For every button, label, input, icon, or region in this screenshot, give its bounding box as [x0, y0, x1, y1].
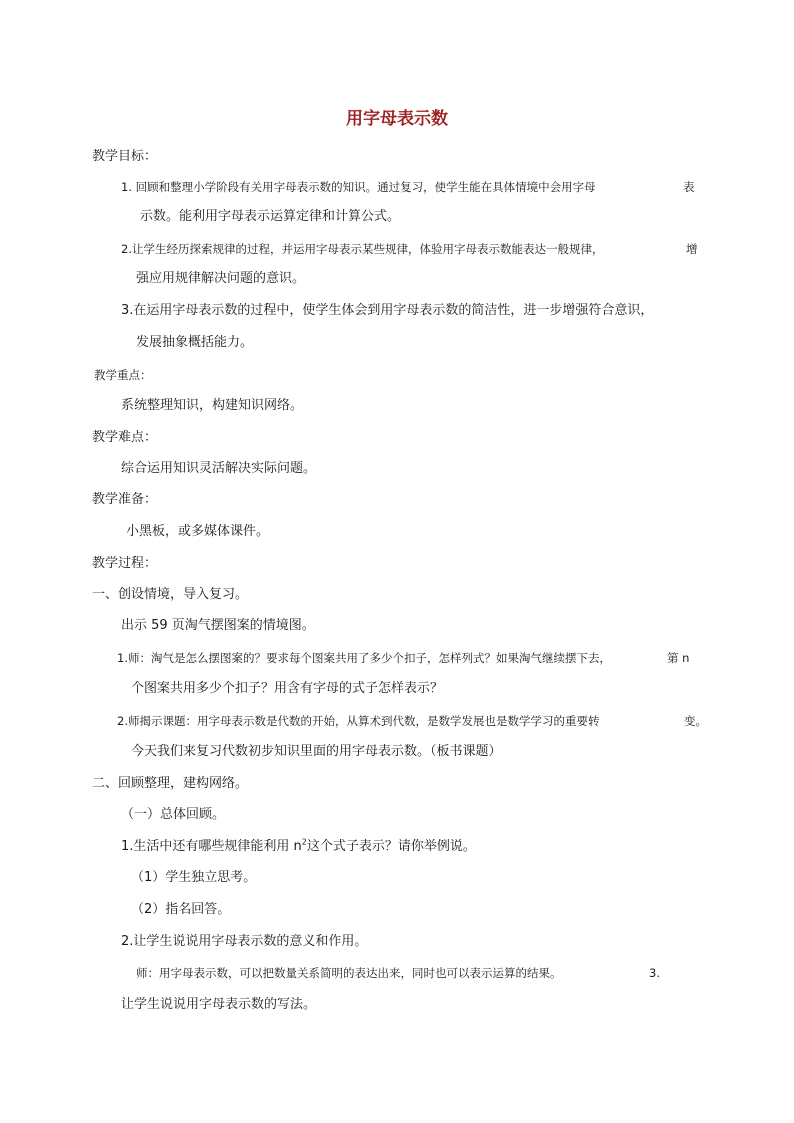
section-2-question-1	[121, 838, 476, 856]
section-1-item-1-line-2: 个图案共用多少个扣子？用含有字母的式子怎样表示？	[131, 681, 444, 696]
question-1-step-2: （2）指名回答。	[131, 902, 231, 917]
objective-1-line-1-tail: 表	[683, 180, 695, 194]
document-title: 用字母表示数	[346, 109, 448, 129]
objectives-heading: 教学目标：	[92, 149, 158, 164]
question-1-text-before: 1.生活中还有哪些规律能利用 n	[121, 839, 302, 854]
section-1-item-1-tail: 第 n	[667, 651, 690, 665]
objective-3-line-2: 发展抽象概括能力。	[136, 335, 254, 350]
section-2-heading: 二、回顾整理，建构网络。	[92, 776, 249, 791]
section-1-item-2-line-1: 2.师揭示课题：用字母表示数是代数的开始，从算术到代数，是数学发展也是数学学习的重要转	[117, 714, 600, 728]
question-3-text: 让学生说说用字母表示数的写法。	[121, 997, 317, 1012]
question-1-text-after: 这个式子表示？请你举例说。	[306, 839, 476, 854]
prep-heading: 教学准备：	[92, 492, 158, 507]
question-3-number: 3.	[649, 966, 660, 980]
prep-text: 小黑板，或多媒体课件。	[126, 524, 270, 539]
section-1-intro: 出示 59 页淘气摆图案的情境图。	[121, 618, 315, 633]
objective-1-line-1: 1. 回顾和整理小学阶段有关用字母表示数的知识。通过复习，使学生能在具体情境中会用字母	[121, 180, 596, 194]
key-text: 系统整理知识，构建知识网络。	[121, 398, 304, 413]
objective-2-line-1: 2.让学生经历探索规律的过程，并运用字母表示某些规律，体验用字母表示数能表达一般规律，	[121, 242, 604, 256]
objective-1-line-2: 示数。能利用字母表示运算定律和计算公式。	[140, 209, 401, 224]
difficulty-text: 综合运用知识灵活解决实际问题。	[121, 461, 317, 476]
section-2-subheading: （一）总体回顾。	[121, 807, 226, 822]
section-2-question-2: 2.让学生说说用字母表示数的意义和作用。	[121, 934, 368, 949]
objective-2-line-2: 强应用规律解决问题的意识。	[136, 271, 306, 286]
section-1-item-2-tail: 变。	[684, 714, 707, 728]
question-2-answer: 师：用字母表示数，可以把数量关系简明的表达出来，同时也可以表示运算的结果。	[136, 966, 562, 980]
objective-3-line-1: 3.在运用字母表示数的过程中，使学生体会到用字母表示数的简洁性，进一步增强符合意识，	[121, 303, 654, 318]
objective-2-line-1-tail: 增	[686, 242, 698, 256]
process-heading: 教学过程：	[92, 556, 158, 571]
section-1-heading: 一、创设情境，导入复习。	[92, 587, 249, 602]
section-1-item-2-line-2: 今天我们来复习代数初步知识里面的用字母表示数。（板书课题）	[131, 744, 502, 759]
question-1-step-1: （1）学生独立思考。	[131, 870, 257, 885]
key-heading: 教学重点：	[94, 368, 152, 382]
section-1-item-1-line-1: 1.师：淘气是怎么摆图案的？要求每个图案共用了多少个扣子，怎样列式？如果淘气继续摆下去，	[117, 651, 611, 665]
difficulty-heading: 教学难点：	[92, 430, 158, 445]
question-1-exponent: 2	[301, 837, 307, 847]
